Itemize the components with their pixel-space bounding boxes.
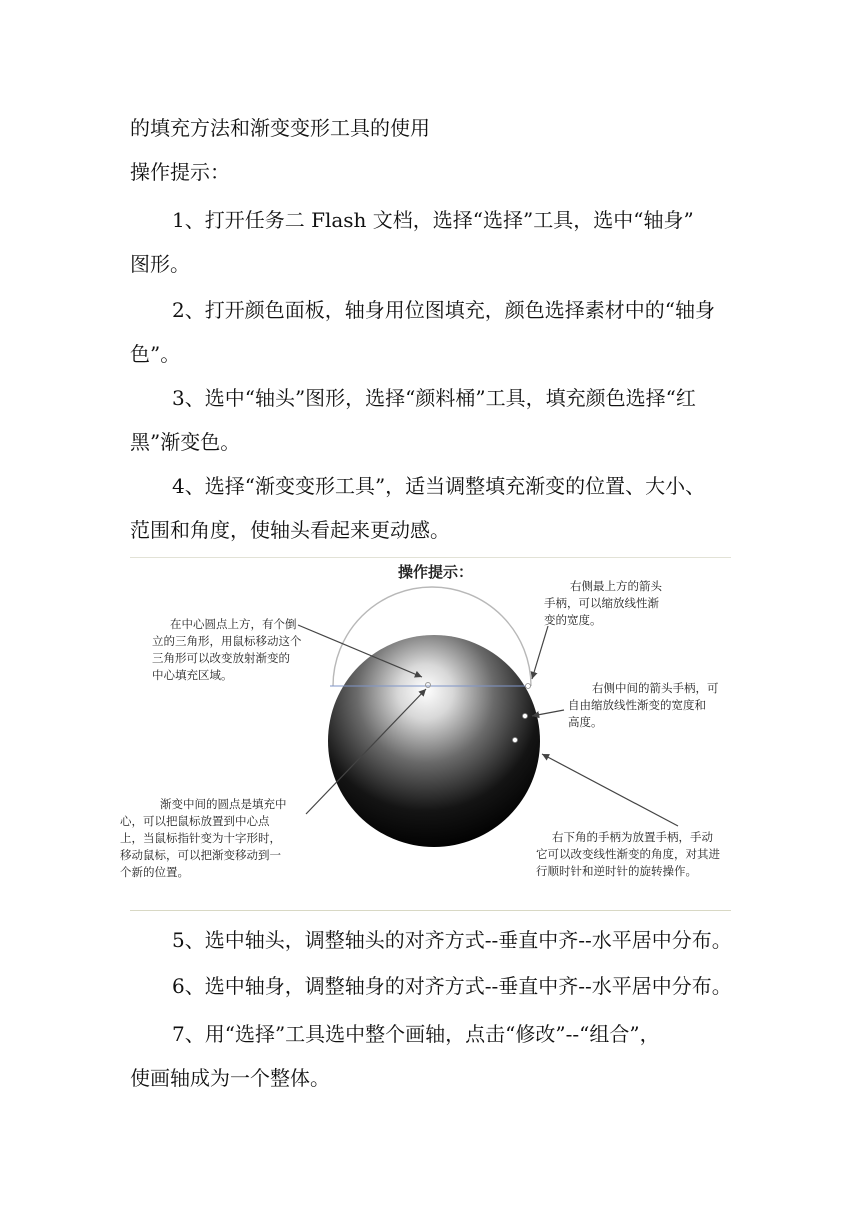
annotation-line: 移动鼠标，可以把渐变移动到一 <box>120 848 281 862</box>
paragraph-line: 6、选中轴身，调整轴身的对齐方式--垂直中齐--水平居中分布。 <box>172 974 732 998</box>
annotation-line: 右侧中间的箭头手柄，可 <box>592 681 719 695</box>
annotation-line: 在中心圆点上方，有个倒 <box>170 617 297 631</box>
paragraph-line: 操作提示： <box>130 160 230 184</box>
annotation-line: 高度。 <box>568 715 603 729</box>
annotation-center-triangle <box>152 616 302 684</box>
rotation-handle <box>513 738 518 743</box>
annotation-line: 右下角的手柄为放置手柄，手动 <box>552 830 713 844</box>
gradient-transform-figure <box>120 557 731 911</box>
paragraph-line: 2、打开颜色面板，轴身用位图填充，颜色选择素材中的“轴身 <box>172 298 715 322</box>
annotation-line: 中心填充区域。 <box>152 668 233 682</box>
annotation-line: 上，当鼠标指针变为十字形时， <box>120 831 281 845</box>
size-handle <box>523 714 528 719</box>
annotation-line: 它可以改变线性渐变的角度，对其进 <box>536 847 720 861</box>
width-handle <box>526 684 531 689</box>
paragraph-line: 的填充方法和渐变变形工具的使用 <box>130 116 430 140</box>
annotation-line: 右侧最上方的箭头 <box>570 579 662 593</box>
annotation-center-point <box>120 796 287 881</box>
paragraph-line: 1、打开任务二 Flash 文档，选择“选择”工具，选中“轴身” <box>172 208 694 232</box>
paragraph-line: 4、选择“渐变变形工具”，适当调整填充渐变的位置、大小、 <box>172 474 706 498</box>
annotation-line: 个新的位置。 <box>120 865 189 879</box>
annotation-line: 行顺时针和逆时针的旋转操作。 <box>536 864 697 878</box>
paragraph-line: 5、选中轴头，调整轴头的对齐方式--垂直中齐--水平居中分布。 <box>172 928 732 952</box>
annotation-line: 渐变中间的圆点是填充中 <box>160 797 287 811</box>
pointer-line <box>532 626 548 679</box>
annotation-line: 立的三角形，用鼠标移动这个 <box>152 634 302 648</box>
annotation-top-right-handle <box>544 578 662 629</box>
pointer-line <box>542 754 678 826</box>
annotation-line: 三角形可以改变放射渐变的 <box>152 651 290 665</box>
sphere <box>328 635 540 847</box>
paragraph-line: 色”。 <box>130 342 181 366</box>
annotation-line: 变的宽度。 <box>544 613 602 627</box>
paragraph-line: 范围和角度，使轴头看起来更动感。 <box>130 518 450 542</box>
annotation-line: 心，可以把鼠标放置到中心点 <box>120 814 270 828</box>
annotation-line: 手柄，可以缩放线性渐 <box>544 596 659 610</box>
pointer-line <box>532 710 564 716</box>
paragraph-line: 黑”渐变色。 <box>130 430 241 454</box>
annotation-middle-right-handle <box>568 680 719 731</box>
annotation-bottom-right-handle <box>536 829 720 880</box>
paragraph-line: 使画轴成为一个整体。 <box>130 1066 330 1090</box>
paragraph-line: 7、用“选择”工具选中整个画轴，点击“修改”--“组合”， <box>172 1022 660 1046</box>
paragraph-line: 3、选中“轴头”图形，选择“颜料桶”工具，填充颜色选择“红 <box>172 386 696 410</box>
figure-title: 操作提示： <box>398 563 474 581</box>
annotation-line: 自由缩放线性渐变的宽度和 <box>568 698 706 712</box>
paragraph-line: 图形。 <box>130 252 190 276</box>
